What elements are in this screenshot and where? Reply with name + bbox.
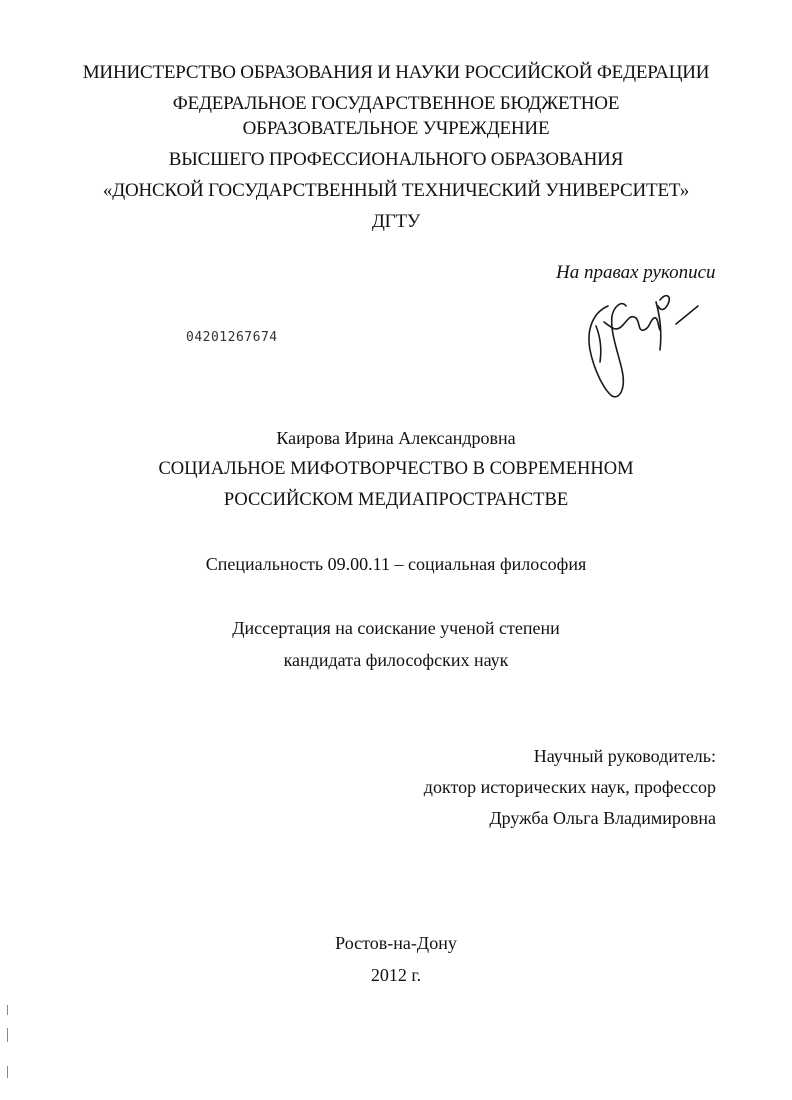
author-name: Каирова Ирина Александровна xyxy=(276,428,516,448)
scan-margin-mark xyxy=(7,1028,8,1042)
institution-line-1: ФЕДЕРАЛЬНОЕ ГОСУДАРСТВЕННОЕ БЮДЖЕТНОЕ xyxy=(172,93,620,114)
institution-header xyxy=(0,60,792,234)
manuscript-rights-note: На правах рукописи xyxy=(556,262,716,283)
scan-margin-mark xyxy=(7,1066,8,1078)
ministry-line: МИНИСТЕРСТВО ОБРАЗОВАНИЯ И НАУКИ РОССИЙСКОЙ ФЕДЕРАЦИИ xyxy=(82,62,710,83)
handwritten-signature xyxy=(560,266,710,401)
degree-line-2: кандидата философских наук xyxy=(283,650,509,670)
library-stamp-number: 04201267674 xyxy=(186,330,278,345)
year: 2012 г. xyxy=(370,965,422,985)
university-name: «ДОНСКОЙ ГОСУДАРСТВЕННЫЙ ТЕХНИЧЕСКИЙ УНИВЕРСИТЕТ» xyxy=(102,180,690,201)
supervisor-degree: доктор исторических наук, профессор xyxy=(423,777,716,797)
supervisor-label: Научный руководитель: xyxy=(533,746,716,766)
specialty-line: Специальность 09.00.11 – социальная философия xyxy=(205,554,587,574)
institution-line-2: ОБРАЗОВАТЕЛЬНОЕ УЧРЕЖДЕНИЕ xyxy=(242,118,550,139)
degree-line-1: Диссертация на соискание ученой степени xyxy=(232,618,560,638)
dissertation-title-line-2: РОССИЙСКОМ МЕДИАПРОСТРАНСТВЕ xyxy=(223,490,569,510)
supervisor-name: Дружба Ольга Владимировна xyxy=(489,808,716,828)
city: Ростов-на-Дону xyxy=(335,933,457,953)
scan-margin-mark xyxy=(7,1005,8,1015)
dissertation-title-line-1: СОЦИАЛЬНОЕ МИФОТВОРЧЕСТВО В СОВРЕМЕННОМ xyxy=(158,459,634,479)
institution-line-3: ВЫСШЕГО ПРОФЕССИОНАЛЬНОГО ОБРАЗОВАНИЯ xyxy=(168,149,624,170)
university-abbreviation: ДГТУ xyxy=(371,211,421,232)
